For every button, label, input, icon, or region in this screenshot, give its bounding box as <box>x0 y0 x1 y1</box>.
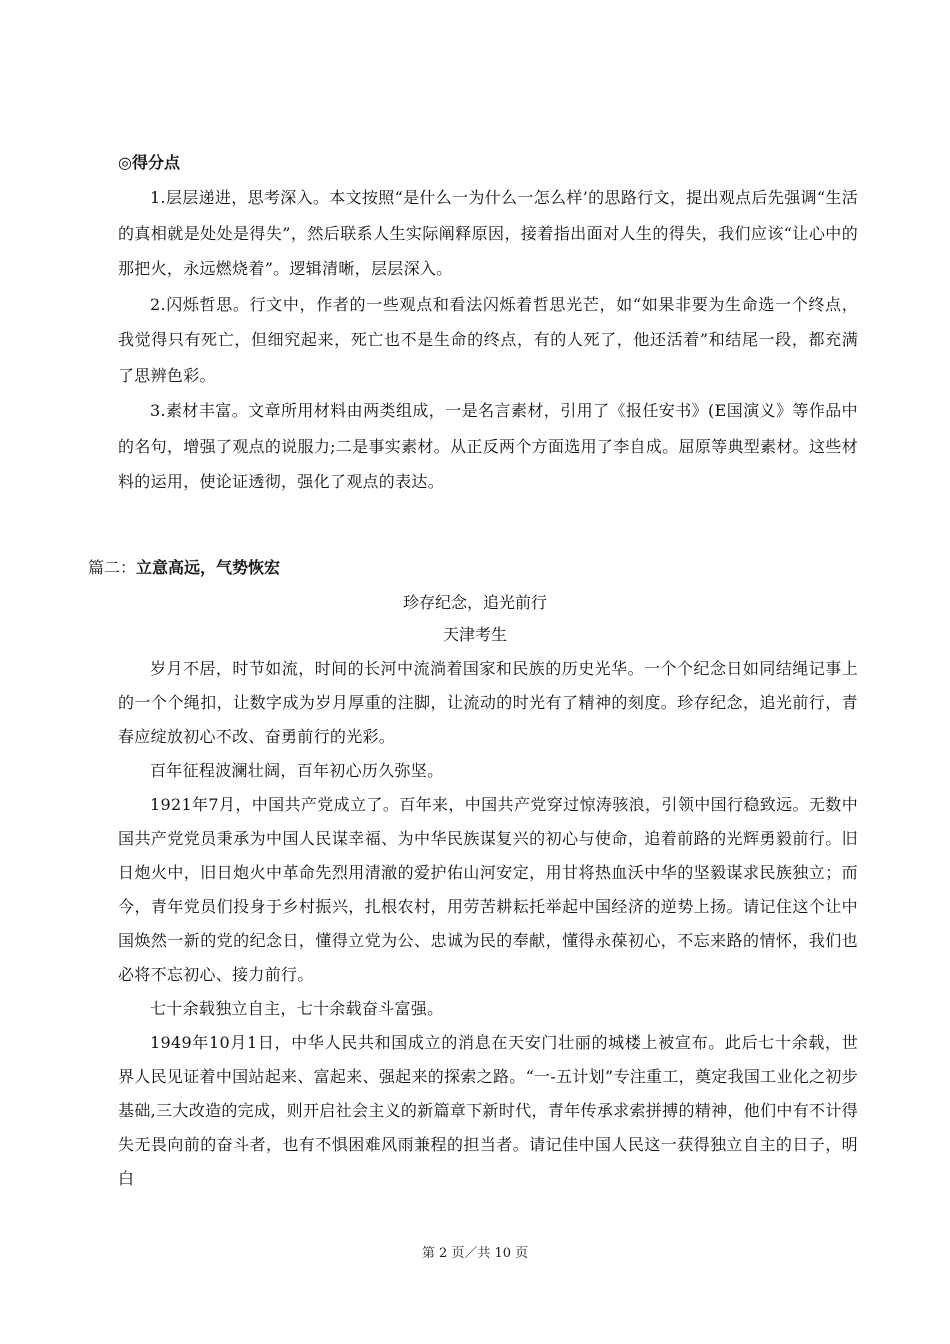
section-prefix: 篇二： <box>88 558 137 577</box>
section-title-text: 立意高远，气势恢宏 <box>136 558 281 577</box>
score-points-section <box>118 148 858 500</box>
essay-paragraph-4: 七十余载独立自主，七十余载奋斗富强。 <box>150 999 444 1018</box>
essay-title: 珍存纪念，追光前行 <box>402 593 547 612</box>
section-title <box>88 553 280 583</box>
score-points-heading: ◎得分点 <box>118 153 180 172</box>
score-point-1: 1.层层递进，思考深入。本文按照“是什么一为什么一怎么样’的思路行文，提出观点后先强调“生活的真相就是处处是得失”，然后联系人生实际阐释原因，接着指出面对人生的得失，我们应该“让心中的那把火，永远燃烧着”。逻辑清晰，层层深入。 <box>118 188 858 278</box>
score-point-3: 3.素材丰富。文章所用材料由两类组成，一是名言素材，引用了《报任安书》(E国演义》等作品中的名句，增强了观点的说服力;二是事实素材。从正反两个方面选用了李自成。屈原等典型素材。这些材料的运用，使论证透彻，强化了观点的表达。 <box>118 401 858 491</box>
essay-paragraph-3: 1921年7月，中国共产党成立了。百年来，中国共产党穿过惊涛骇浪，引领中国行稳致远。无数中国共产党党员秉承为中国人民谋幸福、为中华民族谋复兴的初心与使命，追着前路的光辉勇毅前行。旧日炮火中，旧日炮火中革命先烈用清澈的爱护佑山河安定，用甘将热血沃中华的坚毅谋求民族独立；而今，青年党员们投身于乡村振兴，扎根农村，用劳苦耕耘托举起中国经济的逆势上扬。请记住这个让中国焕然一新的党的纪念日，懂得立党为公、忠诚为民的奉献，懂得永葆初心，不忘来路的情怀，我们也必将不忘初心、接力前行。 <box>118 795 858 984</box>
essay-body <box>118 652 858 1196</box>
essay-paragraph-2: 百年征程波澜壮阔，百年初心历久弥坚。 <box>150 761 444 780</box>
page-footer: 第 2 页／共 10 页 <box>421 1246 529 1261</box>
essay-paragraph-1: 岁月不居，时节如流，时间的长河中流淌着国家和民族的历史光华。一个个纪念日如同结绳记事上的一个个绳扣，让数字成为岁月厚重的注脚，让流动的时光有了精神的刻度。珍存纪念，追光前行，青春应绽放初心不改、奋勇前行的光彩。 <box>118 659 858 746</box>
score-point-2: 2.闪烁哲思。行文中，作者的一些观点和看法闪烁着哲思光芒，如“如果非要为生命选一个终点，我觉得只有死亡，但细究起来，死亡也不是生命的终点，有的人死了，他还活着”和结尾一段，都充满了思辨色彩。 <box>118 294 858 385</box>
essay-paragraph-5: 1949年10月1日，中华人民共和国成立的消息在天安门壮丽的城楼上被宣布。此后七十余载，世界人民见证着中国站起来、富起来、强起来的探索之路。“一-五计划”专注重工，奠定我国工业化之初步基础,三大改造的完成，则开启社会主义的新篇章下新时代，青年传承求索拼搏的精神，他们中有不计得失无畏向前的奋斗者，也有不惧困难风雨兼程的担当者。请记佳中国人民这一获得独立自主的日子，明白 <box>118 1033 858 1188</box>
essay-author: 天津考生 <box>442 625 507 644</box>
